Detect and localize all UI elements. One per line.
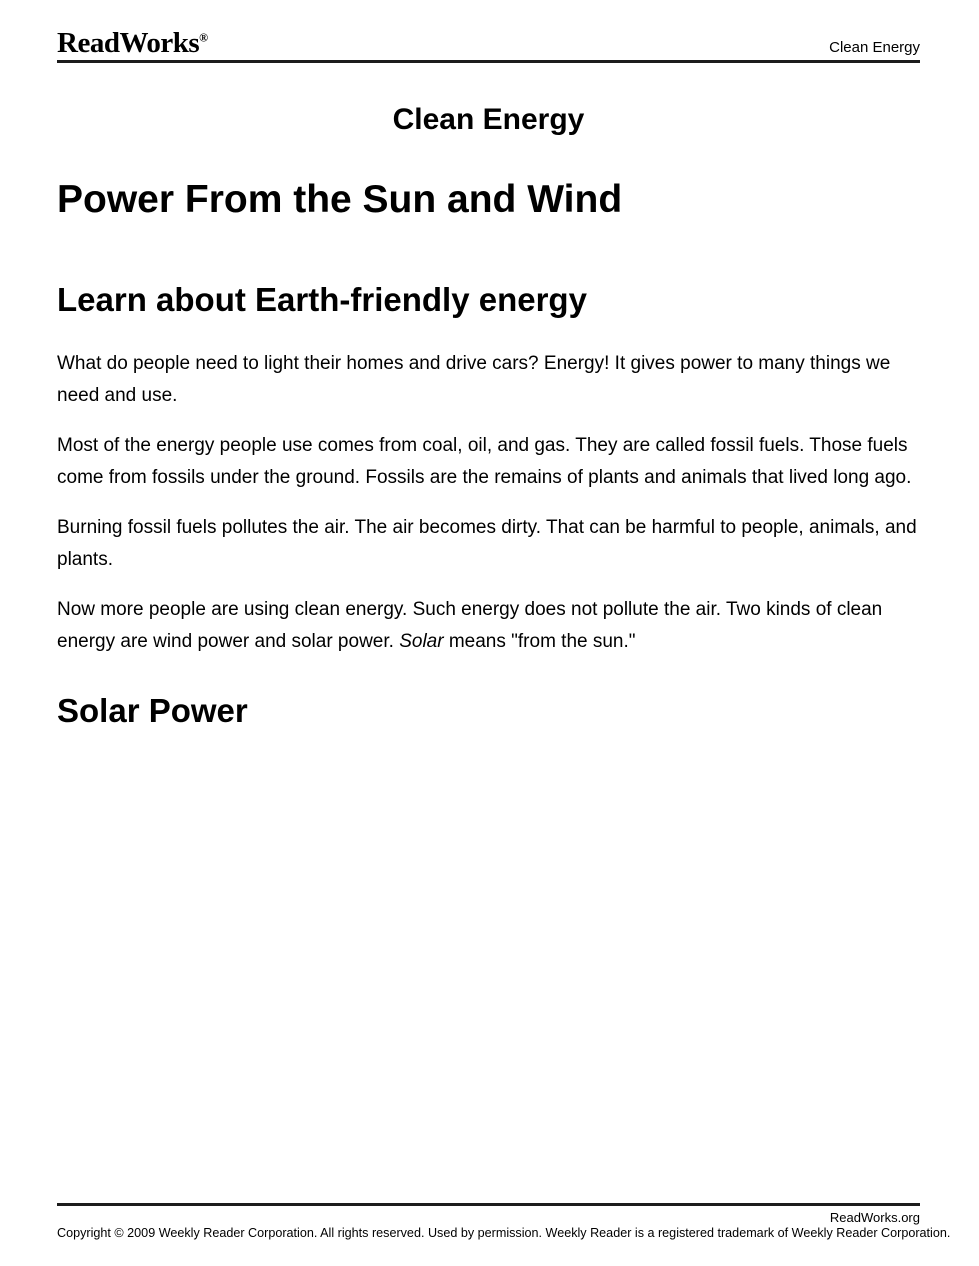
paragraph-4 bbox=[57, 594, 920, 657]
footer-site-name: ReadWorks.org bbox=[829, 1210, 920, 1225]
readworks-logo-text: ReadWorks bbox=[57, 27, 200, 59]
paragraph-3: Burning fossil fuels pollutes the air. The air becomes dirty. That can be harmful to people, animals, and plants. bbox=[57, 517, 917, 570]
section-heading-learn: Learn about Earth-friendly energy bbox=[57, 281, 587, 318]
readworks-logo bbox=[57, 28, 208, 58]
page-header bbox=[57, 0, 920, 63]
main-title: Power From the Sun and Wind bbox=[57, 178, 623, 221]
paragraph-1: What do people need to light their homes and drive cars? Energy! It gives power to many things we need and use. bbox=[57, 353, 891, 406]
paragraph-4-text-end: means "from the sun." bbox=[443, 630, 636, 652]
paragraph-4-text: Now more people are using clean energy. Such energy does not pollute the air. Two kinds of clean energy are wind power and solar power. bbox=[57, 599, 883, 652]
registered-mark: ® bbox=[199, 30, 208, 45]
section-heading-solar: Solar Power bbox=[57, 692, 248, 729]
header-passage-title: Clean Energy bbox=[829, 39, 920, 56]
page-footer bbox=[57, 1203, 951, 1240]
paragraph-4-italic-word: Solar bbox=[399, 630, 444, 652]
passage-title: Clean Energy bbox=[392, 103, 585, 136]
footer-copyright: Copyright © 2009 Weekly Reader Corporation. All rights reserved. Used by permission. Weekly Reader is a registered trademark of Weekly Reader Corporation. bbox=[57, 1226, 951, 1240]
article-body bbox=[57, 348, 920, 657]
paragraph-2: Most of the energy people use comes from coal, oil, and gas. They are called fossil fuels. Those fuels come from fossils under the ground. Fossils are the remains of plants and animals that lived long ago. bbox=[57, 435, 912, 488]
